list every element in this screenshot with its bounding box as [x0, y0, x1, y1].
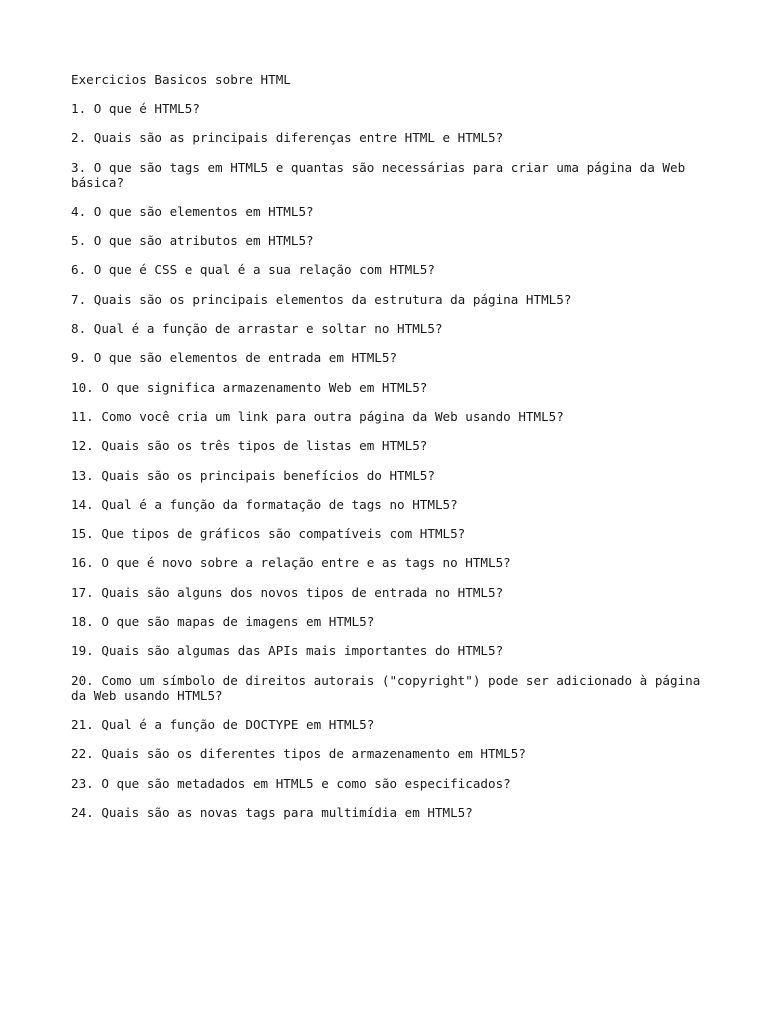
- question-10: 10. O que significa armazenamento Web em HTML5?: [71, 379, 428, 395]
- question-11: 11. Como você cria um link para outra página da Web usando HTML5?: [71, 408, 564, 424]
- question-15: 15. Que tipos de gráficos são compatíveis com HTML5?: [71, 526, 466, 542]
- question-2: 2. Quais são as principais diferenças entre HTML e HTML5?: [71, 130, 504, 146]
- question-6: 6. O que é CSS e qual é a sua relação com HTML5?: [71, 262, 435, 278]
- document-title: Exercicios Basicos sobre HTML: [71, 72, 291, 87]
- question-8: 8. Qual é a função de arrastar e soltar no HTML5?: [71, 321, 443, 337]
- question-16: 16. O que é novo sobre a relação entre e as tags no HTML5?: [71, 555, 511, 571]
- question-17: 17. Quais são alguns dos novos tipos de entrada no HTML5?: [71, 584, 504, 600]
- question-19: 19. Quais são algumas das APIs mais importantes do HTML5?: [71, 643, 504, 659]
- question-list: [71, 101, 711, 820]
- question-22: 22. Quais são os diferentes tipos de armazenamento em HTML5?: [71, 746, 526, 762]
- question-7: 7. Quais são os principais elementos da estrutura da página HTML5?: [71, 291, 572, 307]
- question-9: 9. O que são elementos de entrada em HTML5?: [71, 350, 398, 366]
- question-24: 24. Quais são as novas tags para multimídia em HTML5?: [71, 804, 473, 820]
- question-13: 13. Quais são os principais benefícios do HTML5?: [71, 467, 435, 483]
- document-page: [71, 72, 711, 834]
- question-20: 20. Como um símbolo de direitos autorais ("copyright") pode ser adicionado à página da Web usando HTML5?: [71, 672, 708, 703]
- question-5: 5. O que são atributos em HTML5?: [71, 233, 314, 249]
- question-23: 23. O que são metadados em HTML5 e como são especificados?: [71, 775, 511, 791]
- question-4: 4. O que são elementos em HTML5?: [71, 203, 314, 219]
- question-3: 3. O que são tags em HTML5 e quantas são necessárias para criar uma página da Web básica?: [71, 159, 693, 190]
- question-18: 18. O que são mapas de imagens em HTML5?: [71, 614, 375, 630]
- question-21: 21. Qual é a função de DOCTYPE em HTML5?: [71, 716, 375, 732]
- question-1: 1. O que é HTML5?: [71, 101, 200, 116]
- question-12: 12. Quais são os três tipos de listas em HTML5?: [71, 438, 428, 454]
- question-14: 14. Qual é a função da formatação de tags no HTML5?: [71, 496, 458, 512]
